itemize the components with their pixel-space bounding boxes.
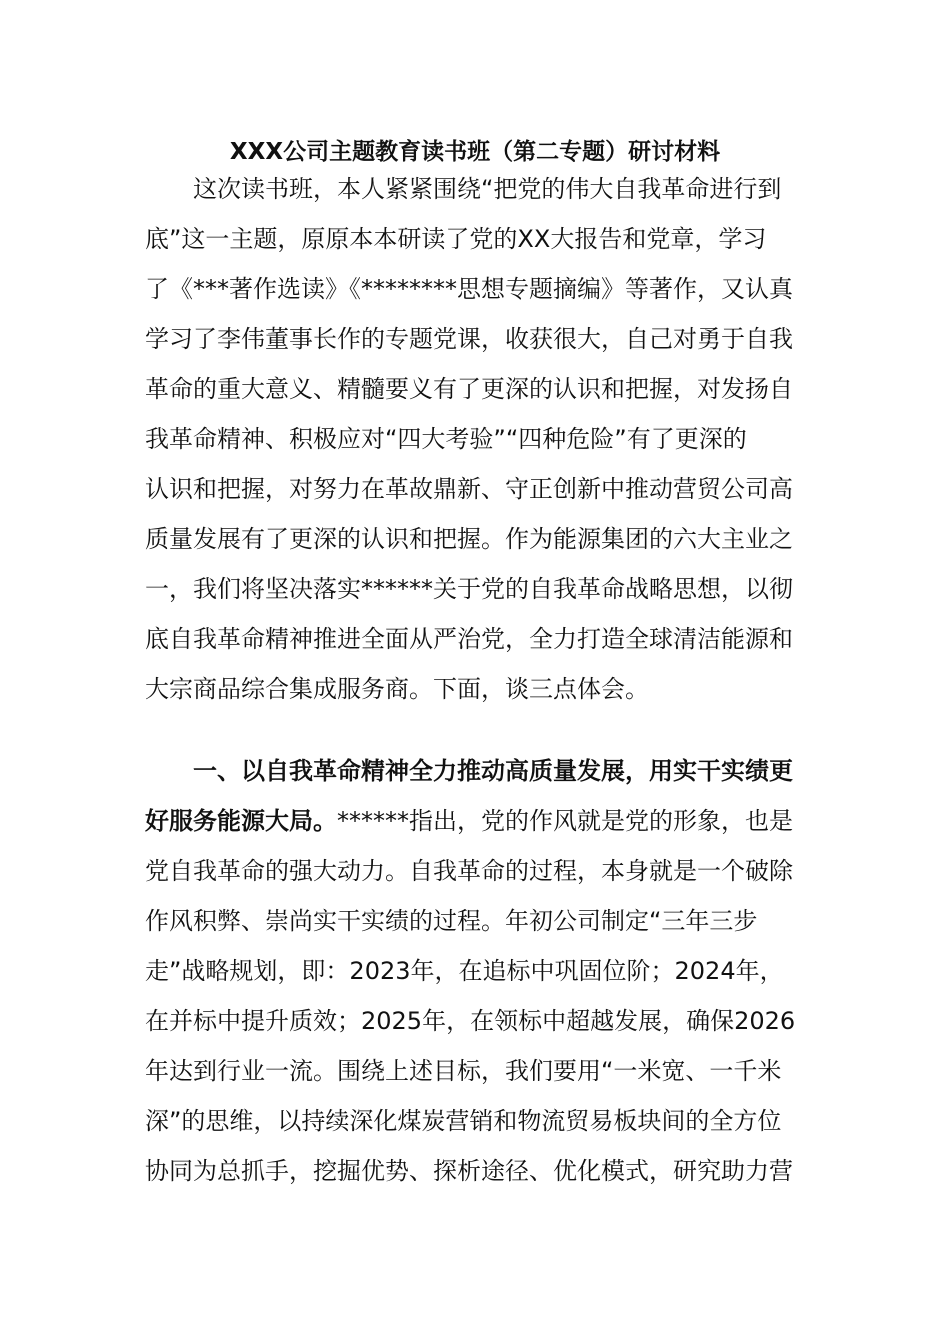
paragraph-line: 在并标中提升质效；2025年，在领标中超越发展，确保2026 [145, 1007, 795, 1035]
paragraph-line: 协同为总抓手，挖掘优势、探析途径、优化模式，研究助力营 [145, 1157, 793, 1185]
section-heading: 一、以自我革命精神全力推动高质量发展，用实干实绩更 [193, 757, 793, 785]
paragraph-line: 作风积弊、崇尚实干实绩的过程。年初公司制定“三年三步 [145, 907, 758, 935]
paragraph-line: 我革命精神、积极应对“四大考验”“四种危险”有了更深的 [145, 425, 747, 453]
paragraph-line: 党自我革命的强大动力。自我革命的过程，本身就是一个破除 [145, 857, 793, 885]
paragraph-line [145, 796, 795, 846]
paragraph-intro [145, 164, 795, 714]
paragraph-line: 学习了李伟董事长作的专题党课，收获很大，自己对勇于自我 [145, 325, 793, 353]
paragraph-line: 深”的思维，以持续深化煤炭营销和物流贸易板块间的全方位 [145, 1107, 782, 1135]
paragraph-line: 底自我革命精神推进全面从严治党，全力打造全球清洁能源和 [145, 625, 793, 653]
paragraph-text: ******指出，党的作风就是党的形象，也是 [337, 807, 793, 835]
paragraph-line: 这次读书班，本人紧紧围绕“把党的伟大自我革命进行到 [193, 175, 782, 203]
section-heading-end: 好服务能源大局。 [145, 807, 337, 835]
document-title: XXX公司主题教育读书班（第二专题）研讨材料 [229, 139, 721, 165]
paragraph-line: 走”战略规划，即：2023年，在追标中巩固位阶；2024年， [145, 957, 784, 985]
paragraph-line: 年达到行业一流。围绕上述目标，我们要用“一米宽、一千米 [145, 1057, 782, 1085]
paragraph-line: 认识和把握，对努力在革故鼎新、守正创新中推动营贸公司高 [145, 475, 793, 503]
paragraph-line: 了《***著作选读》《********思想专题摘编》等著作，又认真 [145, 275, 793, 303]
paragraph-line: 底”这一主题，原原本本研读了党的XX大报告和党章，学习 [145, 225, 767, 253]
paragraph-line: 大宗商品综合集成服务商。下面，谈三点体会。 [145, 675, 649, 703]
paragraph-line: 革命的重大意义、精髓要义有了更深的认识和把握，对发扬自 [145, 375, 793, 403]
paragraph-section-one [145, 746, 795, 1196]
paragraph-line: 一，我们将坚决落实******关于党的自我革命战略思想，以彻 [145, 575, 793, 603]
paragraph-line: 质量发展有了更深的认识和把握。作为能源集团的六大主业之 [145, 525, 793, 553]
